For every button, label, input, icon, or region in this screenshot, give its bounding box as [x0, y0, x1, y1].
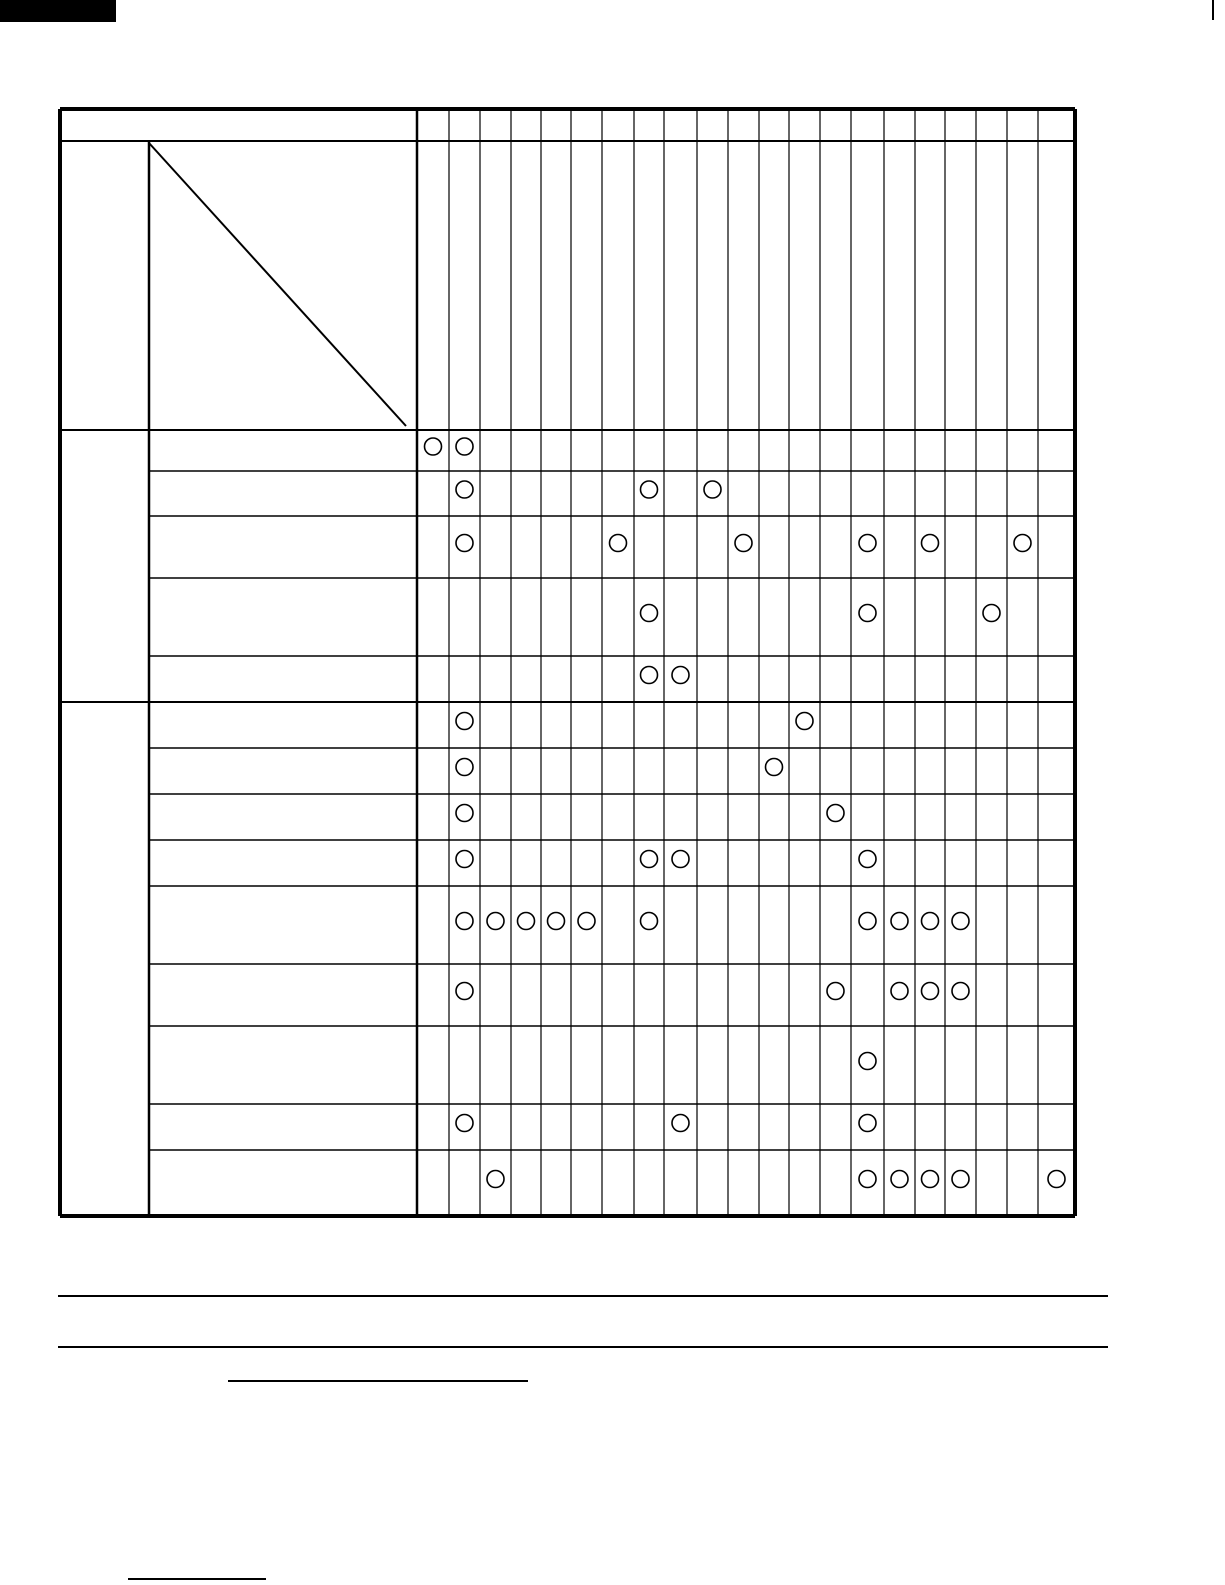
- check-mark-circle: [425, 438, 442, 455]
- check-mark-circle: [952, 913, 969, 930]
- check-mark-circle: [704, 481, 721, 498]
- check-mark-circle: [891, 1171, 908, 1188]
- check-mark-circle: [952, 983, 969, 1000]
- check-mark-circle: [641, 605, 658, 622]
- check-mark-circle: [1048, 1171, 1065, 1188]
- check-mark-circle: [672, 1115, 689, 1132]
- check-mark-circle: [456, 713, 473, 730]
- check-mark-circle: [456, 438, 473, 455]
- table-marks: [425, 438, 1066, 1188]
- check-mark-circle: [610, 535, 627, 552]
- page-bottom-underline: [128, 1578, 266, 1580]
- check-mark-circle: [548, 913, 565, 930]
- check-mark-circle: [672, 851, 689, 868]
- check-mark-circle: [796, 713, 813, 730]
- check-mark-circle: [1014, 535, 1031, 552]
- footer-underline: [228, 1380, 528, 1382]
- check-mark-circle: [983, 605, 1000, 622]
- check-mark-circle: [735, 535, 752, 552]
- check-mark-circle: [672, 667, 689, 684]
- check-mark-circle: [891, 983, 908, 1000]
- check-mark-circle: [827, 983, 844, 1000]
- check-mark-circle: [859, 851, 876, 868]
- footer-rule-bottom: [58, 1346, 1108, 1348]
- check-mark-circle: [922, 913, 939, 930]
- check-mark-circle: [891, 913, 908, 930]
- check-mark-circle: [456, 481, 473, 498]
- check-mark-circle: [487, 1171, 504, 1188]
- check-mark-circle: [922, 535, 939, 552]
- check-mark-circle: [952, 1171, 969, 1188]
- check-mark-circle: [456, 535, 473, 552]
- check-mark-circle: [859, 1053, 876, 1070]
- check-mark-circle: [922, 983, 939, 1000]
- check-mark-circle: [922, 1171, 939, 1188]
- check-mark-circle: [641, 481, 658, 498]
- check-mark-circle: [859, 913, 876, 930]
- check-mark-circle: [456, 913, 473, 930]
- check-mark-circle: [641, 667, 658, 684]
- check-mark-circle: [456, 851, 473, 868]
- check-mark-circle: [859, 1115, 876, 1132]
- check-mark-circle: [487, 913, 504, 930]
- check-mark-circle: [859, 535, 876, 552]
- check-mark-circle: [827, 805, 844, 822]
- check-mark-circle: [859, 1171, 876, 1188]
- check-mark-circle: [766, 759, 783, 776]
- table-grid: [60, 109, 1075, 1216]
- check-mark-circle: [456, 805, 473, 822]
- footer-rule-top: [58, 1295, 1108, 1297]
- check-mark-circle: [518, 913, 535, 930]
- check-mark-circle: [456, 1115, 473, 1132]
- check-mark-circle: [641, 851, 658, 868]
- check-mark-circle: [859, 605, 876, 622]
- check-mark-circle: [456, 983, 473, 1000]
- check-mark-circle: [641, 913, 658, 930]
- check-mark-circle: [578, 913, 595, 930]
- check-mark-circle: [456, 759, 473, 776]
- header-diagonal-line: [149, 143, 406, 426]
